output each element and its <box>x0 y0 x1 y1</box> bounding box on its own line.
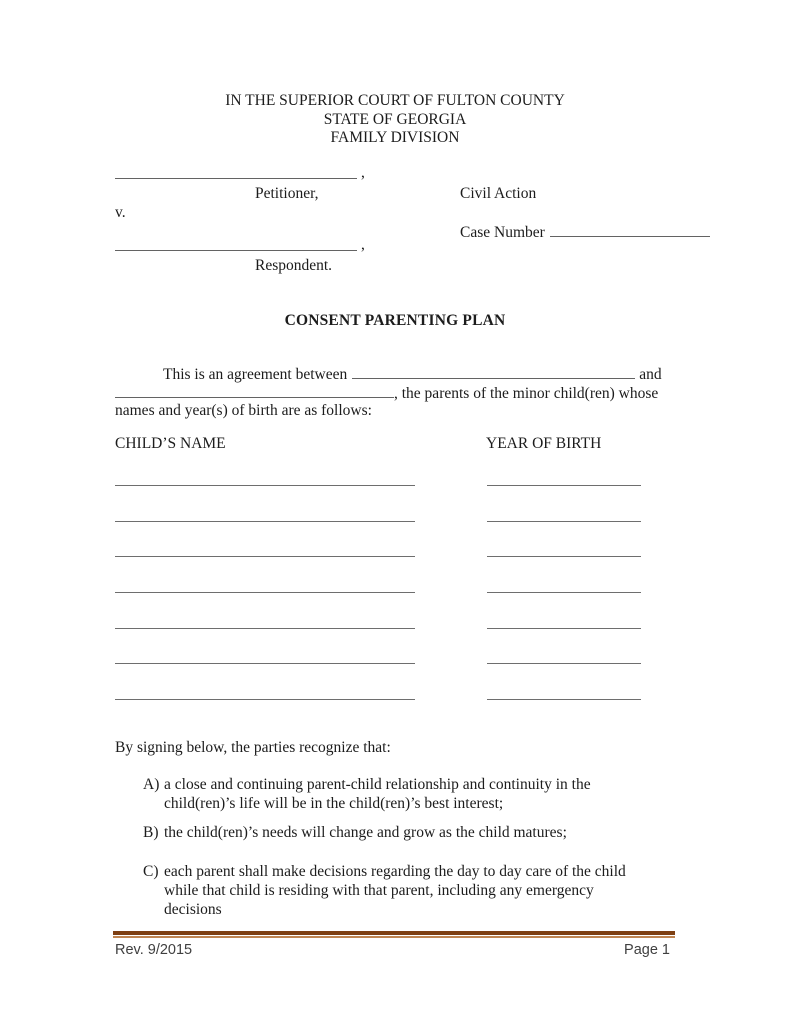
intro-line2 <box>115 382 735 403</box>
footer-page-number: Page 1 <box>624 942 670 958</box>
footer-rule <box>113 931 675 935</box>
intro-line2-text: , the parents of the minor child(ren) whose <box>394 385 659 402</box>
parent-two-name-line[interactable] <box>115 382 394 398</box>
year-of-birth-line[interactable] <box>487 628 641 629</box>
recognition-item-b-label: B) <box>143 824 159 841</box>
document-title: CONSENT PARENTING PLAN <box>284 312 506 329</box>
petitioner-comma: , <box>361 164 365 181</box>
petitioner-name-line[interactable] <box>115 178 357 179</box>
intro-line3: names and year(s) of birth are as follows: <box>115 402 372 419</box>
recognition-item-a <box>143 775 655 813</box>
court-header-line1: IN THE SUPERIOR COURT OF FULTON COUNTY <box>225 92 565 109</box>
case-number-row <box>460 221 710 242</box>
recognition-item-c-text: each parent shall make decisions regarding the day to day care of the child while that child is residing with that parent, including any emergency decisions <box>164 863 626 918</box>
year-of-birth-column-header: YEAR OF BIRTH <box>486 435 602 452</box>
child-name-line[interactable] <box>115 485 415 486</box>
recognition-item-a-label: A) <box>143 776 160 793</box>
child-name-line[interactable] <box>115 628 415 629</box>
recognitions-lead: By signing below, the parties recognize that: <box>115 739 391 756</box>
year-of-birth-line[interactable] <box>487 485 641 486</box>
parent-one-name-line[interactable] <box>352 363 635 379</box>
respondent-name-line[interactable] <box>115 250 357 251</box>
footer-revision: Rev. 9/2015 <box>115 942 193 958</box>
versus-label: v. <box>115 204 126 221</box>
child-name-line[interactable] <box>115 521 415 522</box>
respondent-label: Respondent. <box>255 257 333 274</box>
child-name-column-header: CHILD’S NAME <box>115 435 226 452</box>
year-of-birth-line[interactable] <box>487 663 641 664</box>
year-of-birth-line[interactable] <box>487 699 641 700</box>
year-of-birth-line[interactable] <box>487 592 641 593</box>
child-name-line[interactable] <box>115 663 415 664</box>
court-header-line3: FAMILY DIVISION <box>330 129 460 147</box>
intro-line1-text: This is an agreement between <box>163 366 348 383</box>
year-of-birth-line[interactable] <box>487 556 641 557</box>
respondent-comma: , <box>361 236 365 253</box>
court-header-line2: STATE OF GEORGIA <box>323 110 467 128</box>
petitioner-label: Petitioner, <box>255 185 319 202</box>
child-name-line[interactable] <box>115 699 415 700</box>
recognition-item-a-text: a close and continuing parent-child relationship and continuity in the child(ren)’s life will be in the child(ren)’s best interest; <box>164 776 591 812</box>
child-name-line[interactable] <box>115 592 415 593</box>
year-of-birth-line[interactable] <box>487 521 641 522</box>
recognition-item-c <box>143 862 655 919</box>
court-header <box>0 92 790 148</box>
intro-line1 <box>115 363 735 384</box>
case-number-line[interactable] <box>550 221 710 237</box>
child-name-line[interactable] <box>115 556 415 557</box>
recognition-item-b <box>143 823 655 842</box>
recognition-item-c-label: C) <box>143 863 159 880</box>
intro-line1-post: and <box>639 366 662 383</box>
recognition-item-b-text: the child(ren)’s needs will change and grow as the child matures; <box>164 824 567 841</box>
case-number-label: Case Number <box>460 224 545 241</box>
civil-action-label: Civil Action <box>460 185 537 202</box>
